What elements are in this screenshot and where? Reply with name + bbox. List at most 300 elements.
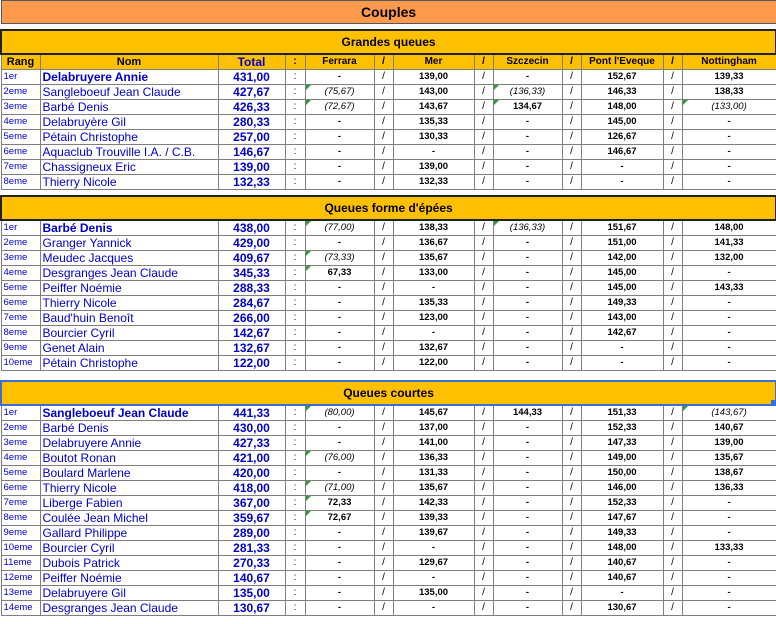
name-cell[interactable]: Bourcier Cyril bbox=[40, 326, 218, 341]
slash-cell[interactable]: / bbox=[663, 266, 682, 281]
rank-cell[interactable]: 10eme bbox=[1, 541, 40, 556]
separator-cell[interactable]: : bbox=[285, 556, 305, 571]
score-cell[interactable]: - bbox=[493, 341, 562, 356]
score-cell[interactable]: 138,67 bbox=[682, 466, 776, 481]
separator-cell[interactable]: : bbox=[285, 130, 305, 145]
slash-cell[interactable]: / bbox=[474, 130, 493, 145]
name-cell[interactable]: Pétain Christophe bbox=[40, 130, 218, 145]
slash-cell[interactable]: / bbox=[374, 85, 393, 100]
score-cell[interactable]: 136,33 bbox=[393, 451, 474, 466]
name-cell[interactable]: Thierry Nicole bbox=[40, 481, 218, 496]
score-cell[interactable]: - bbox=[493, 571, 562, 586]
slash-cell[interactable]: / bbox=[374, 541, 393, 556]
slash-cell[interactable]: / bbox=[663, 160, 682, 175]
rank-cell[interactable]: 4eme bbox=[1, 451, 40, 466]
score-cell[interactable]: 135,00 bbox=[393, 586, 474, 601]
slash-cell[interactable]: / bbox=[663, 341, 682, 356]
separator-cell[interactable]: : bbox=[285, 421, 305, 436]
rank-cell[interactable]: 5eme bbox=[1, 130, 40, 145]
score-cell[interactable]: - bbox=[305, 311, 374, 326]
slash-cell[interactable]: / bbox=[562, 356, 581, 371]
score-cell[interactable]: - bbox=[493, 236, 562, 251]
separator-cell[interactable]: : bbox=[285, 311, 305, 326]
score-cell[interactable]: (73,33) bbox=[305, 251, 374, 266]
total-cell[interactable]: 270,33 bbox=[218, 556, 285, 571]
score-cell[interactable]: 126,67 bbox=[581, 130, 663, 145]
score-cell[interactable]: 152,67 bbox=[581, 70, 663, 85]
score-cell[interactable]: - bbox=[305, 466, 374, 481]
score-cell[interactable]: 139,33 bbox=[682, 70, 776, 85]
score-cell[interactable]: 151,00 bbox=[581, 236, 663, 251]
total-cell[interactable]: 289,00 bbox=[218, 526, 285, 541]
slash-cell[interactable]: / bbox=[663, 281, 682, 296]
score-cell[interactable]: 67,33 bbox=[305, 266, 374, 281]
slash-cell[interactable]: / bbox=[562, 541, 581, 556]
separator-cell[interactable]: : bbox=[285, 341, 305, 356]
score-cell[interactable]: 151,67 bbox=[581, 220, 663, 236]
score-cell[interactable]: - bbox=[493, 511, 562, 526]
slash-cell[interactable]: / bbox=[562, 85, 581, 100]
score-cell[interactable]: 132,00 bbox=[682, 251, 776, 266]
slash-cell[interactable]: / bbox=[474, 405, 493, 421]
header-event-1[interactable]: Mer bbox=[393, 54, 474, 70]
rank-cell[interactable]: 6eme bbox=[1, 296, 40, 311]
total-cell[interactable]: 139,00 bbox=[218, 160, 285, 175]
score-cell[interactable]: 132,67 bbox=[393, 341, 474, 356]
score-cell[interactable]: 138,33 bbox=[393, 220, 474, 236]
slash-cell[interactable]: / bbox=[663, 296, 682, 311]
slash-cell[interactable]: / bbox=[663, 556, 682, 571]
name-cell[interactable]: Coulée Jean Michel bbox=[40, 511, 218, 526]
slash-cell[interactable]: / bbox=[474, 571, 493, 586]
score-cell[interactable]: 148,00 bbox=[682, 220, 776, 236]
rank-cell[interactable]: 3eme bbox=[1, 100, 40, 115]
total-cell[interactable]: 266,00 bbox=[218, 311, 285, 326]
score-cell[interactable]: - bbox=[682, 266, 776, 281]
separator-cell[interactable]: : bbox=[285, 436, 305, 451]
slash-cell[interactable]: / bbox=[474, 251, 493, 266]
rank-cell[interactable]: 8eme bbox=[1, 175, 40, 190]
slash-cell[interactable]: / bbox=[663, 526, 682, 541]
score-cell[interactable]: - bbox=[305, 115, 374, 130]
score-cell[interactable]: 136,67 bbox=[393, 236, 474, 251]
score-cell[interactable]: 135,67 bbox=[682, 451, 776, 466]
name-cell[interactable]: Peiffer Noémie bbox=[40, 571, 218, 586]
name-cell[interactable]: Granger Yannick bbox=[40, 236, 218, 251]
score-cell[interactable]: - bbox=[493, 356, 562, 371]
slash-cell[interactable]: / bbox=[663, 70, 682, 85]
slash-cell[interactable]: / bbox=[374, 251, 393, 266]
score-cell[interactable]: - bbox=[682, 311, 776, 326]
slash-cell[interactable]: / bbox=[474, 481, 493, 496]
score-cell[interactable]: - bbox=[305, 571, 374, 586]
score-cell[interactable]: (72,67) bbox=[305, 100, 374, 115]
score-cell[interactable]: - bbox=[393, 541, 474, 556]
slash-cell[interactable]: / bbox=[474, 70, 493, 85]
slash-cell[interactable]: / bbox=[474, 496, 493, 511]
slash-cell[interactable]: / bbox=[663, 145, 682, 160]
score-cell[interactable]: 146,00 bbox=[581, 481, 663, 496]
score-cell[interactable]: 131,33 bbox=[393, 466, 474, 481]
slash-cell[interactable]: / bbox=[474, 356, 493, 371]
total-cell[interactable]: 367,00 bbox=[218, 496, 285, 511]
score-cell[interactable]: (71,00) bbox=[305, 481, 374, 496]
score-cell[interactable]: 140,67 bbox=[581, 571, 663, 586]
section-title[interactable]: Queues forme d'épées bbox=[1, 196, 776, 220]
slash-cell[interactable]: / bbox=[474, 556, 493, 571]
score-cell[interactable]: - bbox=[305, 326, 374, 341]
separator-cell[interactable]: : bbox=[285, 586, 305, 601]
score-cell[interactable]: - bbox=[393, 145, 474, 160]
slash-cell[interactable]: / bbox=[663, 496, 682, 511]
slash-cell[interactable]: / bbox=[474, 451, 493, 466]
total-cell[interactable]: 409,67 bbox=[218, 251, 285, 266]
slash-cell[interactable]: / bbox=[663, 100, 682, 115]
slash-cell[interactable]: / bbox=[562, 220, 581, 236]
score-cell[interactable]: - bbox=[493, 326, 562, 341]
header-event-2[interactable]: Szczecin bbox=[493, 54, 562, 70]
slash-cell[interactable]: / bbox=[663, 511, 682, 526]
slash-cell[interactable]: / bbox=[474, 466, 493, 481]
section-title[interactable]: Grandes queues bbox=[1, 30, 776, 54]
total-cell[interactable]: 142,67 bbox=[218, 326, 285, 341]
rank-cell[interactable]: 4eme bbox=[1, 115, 40, 130]
total-cell[interactable]: 132,67 bbox=[218, 341, 285, 356]
rank-cell[interactable]: 9eme bbox=[1, 341, 40, 356]
slash-cell[interactable]: / bbox=[474, 436, 493, 451]
score-cell[interactable]: - bbox=[682, 130, 776, 145]
slash-cell[interactable]: / bbox=[562, 436, 581, 451]
name-cell[interactable]: Peiffer Noémie bbox=[40, 281, 218, 296]
total-cell[interactable]: 418,00 bbox=[218, 481, 285, 496]
slash-cell[interactable]: / bbox=[374, 236, 393, 251]
separator-cell[interactable]: : bbox=[285, 251, 305, 266]
slash-cell[interactable]: / bbox=[663, 466, 682, 481]
slash-cell[interactable]: / bbox=[562, 601, 581, 616]
score-cell[interactable]: - bbox=[305, 175, 374, 190]
score-cell[interactable]: 140,67 bbox=[581, 556, 663, 571]
slash-cell[interactable]: / bbox=[663, 421, 682, 436]
header-slash[interactable]: / bbox=[474, 54, 493, 70]
total-cell[interactable]: 284,67 bbox=[218, 296, 285, 311]
score-cell[interactable]: 147,33 bbox=[581, 436, 663, 451]
score-cell[interactable]: 144,33 bbox=[493, 405, 562, 421]
rank-cell[interactable]: 10eme bbox=[1, 356, 40, 371]
score-cell[interactable]: (133,00) bbox=[682, 100, 776, 115]
rank-cell[interactable]: 3eme bbox=[1, 251, 40, 266]
slash-cell[interactable]: / bbox=[474, 541, 493, 556]
score-cell[interactable]: - bbox=[682, 160, 776, 175]
score-cell[interactable]: 140,67 bbox=[682, 421, 776, 436]
score-cell[interactable]: - bbox=[305, 130, 374, 145]
score-cell[interactable]: - bbox=[493, 601, 562, 616]
slash-cell[interactable]: / bbox=[374, 436, 393, 451]
slash-cell[interactable]: / bbox=[474, 236, 493, 251]
total-cell[interactable]: 420,00 bbox=[218, 466, 285, 481]
separator-cell[interactable]: : bbox=[285, 145, 305, 160]
name-cell[interactable]: Chassigneux Eric bbox=[40, 160, 218, 175]
slash-cell[interactable]: / bbox=[562, 556, 581, 571]
score-cell[interactable]: 133,00 bbox=[393, 266, 474, 281]
slash-cell[interactable]: / bbox=[374, 421, 393, 436]
total-cell[interactable]: 441,33 bbox=[218, 405, 285, 421]
slash-cell[interactable]: / bbox=[663, 451, 682, 466]
rank-cell[interactable]: 6eme bbox=[1, 481, 40, 496]
total-cell[interactable]: 280,33 bbox=[218, 115, 285, 130]
score-cell[interactable]: 72,67 bbox=[305, 511, 374, 526]
rank-cell[interactable]: 5eme bbox=[1, 281, 40, 296]
name-cell[interactable]: Thierry Nicole bbox=[40, 296, 218, 311]
slash-cell[interactable]: / bbox=[474, 115, 493, 130]
slash-cell[interactable]: / bbox=[562, 326, 581, 341]
slash-cell[interactable]: / bbox=[374, 115, 393, 130]
rank-cell[interactable]: 7eme bbox=[1, 311, 40, 326]
slash-cell[interactable]: / bbox=[374, 130, 393, 145]
score-cell[interactable]: - bbox=[581, 160, 663, 175]
name-cell[interactable]: Delabruyère Gil bbox=[40, 115, 218, 130]
separator-cell[interactable]: : bbox=[285, 466, 305, 481]
score-cell[interactable]: 145,00 bbox=[581, 266, 663, 281]
score-cell[interactable]: 132,33 bbox=[393, 175, 474, 190]
name-cell[interactable]: Pétain Christophe bbox=[40, 356, 218, 371]
score-cell[interactable]: - bbox=[581, 175, 663, 190]
score-cell[interactable]: 145,67 bbox=[393, 405, 474, 421]
score-cell[interactable]: 146,67 bbox=[581, 145, 663, 160]
rank-cell[interactable]: 3eme bbox=[1, 436, 40, 451]
score-cell[interactable]: 148,00 bbox=[581, 541, 663, 556]
slash-cell[interactable]: / bbox=[374, 296, 393, 311]
total-cell[interactable]: 421,00 bbox=[218, 451, 285, 466]
score-cell[interactable]: 142,33 bbox=[393, 496, 474, 511]
score-cell[interactable]: 130,33 bbox=[393, 130, 474, 145]
score-cell[interactable]: - bbox=[305, 70, 374, 85]
score-cell[interactable]: - bbox=[493, 541, 562, 556]
total-cell[interactable]: 430,00 bbox=[218, 421, 285, 436]
sheet-title[interactable]: Couples bbox=[1, 1, 776, 24]
slash-cell[interactable]: / bbox=[374, 556, 393, 571]
slash-cell[interactable]: / bbox=[374, 160, 393, 175]
header-event-4[interactable]: Nottingham bbox=[682, 54, 776, 70]
score-cell[interactable]: 136,33 bbox=[682, 481, 776, 496]
slash-cell[interactable]: / bbox=[374, 466, 393, 481]
slash-cell[interactable]: / bbox=[374, 145, 393, 160]
separator-cell[interactable]: : bbox=[285, 326, 305, 341]
score-cell[interactable]: - bbox=[682, 586, 776, 601]
score-cell[interactable]: - bbox=[305, 341, 374, 356]
slash-cell[interactable]: / bbox=[474, 85, 493, 100]
score-cell[interactable]: 143,00 bbox=[393, 85, 474, 100]
score-cell[interactable]: - bbox=[305, 160, 374, 175]
score-cell[interactable]: - bbox=[493, 451, 562, 466]
name-cell[interactable]: Thierry Nicole bbox=[40, 175, 218, 190]
name-cell[interactable]: Sangleboeuf Jean Claude bbox=[40, 85, 218, 100]
slash-cell[interactable]: / bbox=[562, 481, 581, 496]
score-cell[interactable]: - bbox=[493, 115, 562, 130]
name-cell[interactable]: Desgranges Jean Claude bbox=[40, 601, 218, 616]
rank-cell[interactable]: 11eme bbox=[1, 556, 40, 571]
slash-cell[interactable]: / bbox=[663, 356, 682, 371]
slash-cell[interactable]: / bbox=[663, 130, 682, 145]
slash-cell[interactable]: / bbox=[562, 70, 581, 85]
slash-cell[interactable]: / bbox=[474, 601, 493, 616]
slash-cell[interactable]: / bbox=[374, 571, 393, 586]
score-cell[interactable]: 130,67 bbox=[581, 601, 663, 616]
name-cell[interactable]: Delabruyere Gil bbox=[40, 586, 218, 601]
slash-cell[interactable]: / bbox=[474, 326, 493, 341]
slash-cell[interactable]: / bbox=[562, 266, 581, 281]
separator-cell[interactable]: : bbox=[285, 115, 305, 130]
name-cell[interactable]: Barbé Denis bbox=[40, 100, 218, 115]
score-cell[interactable]: - bbox=[393, 571, 474, 586]
score-cell[interactable]: 146,33 bbox=[581, 85, 663, 100]
score-cell[interactable]: 135,67 bbox=[393, 481, 474, 496]
score-cell[interactable]: - bbox=[493, 436, 562, 451]
score-cell[interactable]: - bbox=[305, 236, 374, 251]
score-cell[interactable]: 147,67 bbox=[581, 511, 663, 526]
slash-cell[interactable]: / bbox=[562, 251, 581, 266]
slash-cell[interactable]: / bbox=[562, 100, 581, 115]
total-cell[interactable]: 427,33 bbox=[218, 436, 285, 451]
total-cell[interactable]: 438,00 bbox=[218, 220, 285, 236]
slash-cell[interactable]: / bbox=[663, 311, 682, 326]
score-cell[interactable]: - bbox=[305, 526, 374, 541]
slash-cell[interactable]: / bbox=[663, 541, 682, 556]
score-cell[interactable]: - bbox=[493, 311, 562, 326]
slash-cell[interactable]: / bbox=[562, 296, 581, 311]
score-cell[interactable]: - bbox=[493, 296, 562, 311]
score-cell[interactable]: - bbox=[393, 281, 474, 296]
separator-cell[interactable]: : bbox=[285, 481, 305, 496]
slash-cell[interactable]: / bbox=[474, 421, 493, 436]
slash-cell[interactable]: / bbox=[562, 115, 581, 130]
score-cell[interactable]: 134,67 bbox=[493, 100, 562, 115]
rank-cell[interactable]: 2eme bbox=[1, 421, 40, 436]
separator-cell[interactable]: : bbox=[285, 236, 305, 251]
score-cell[interactable]: 151,33 bbox=[581, 405, 663, 421]
score-cell[interactable]: - bbox=[682, 526, 776, 541]
slash-cell[interactable]: / bbox=[374, 100, 393, 115]
name-cell[interactable]: Liberge Fabien bbox=[40, 496, 218, 511]
separator-cell[interactable]: : bbox=[285, 70, 305, 85]
slash-cell[interactable]: / bbox=[663, 85, 682, 100]
total-cell[interactable]: 426,33 bbox=[218, 100, 285, 115]
separator-cell[interactable]: : bbox=[285, 220, 305, 236]
header-rang[interactable]: Rang bbox=[1, 54, 40, 70]
total-cell[interactable]: 345,33 bbox=[218, 266, 285, 281]
score-cell[interactable]: - bbox=[682, 326, 776, 341]
slash-cell[interactable]: / bbox=[663, 115, 682, 130]
score-cell[interactable]: 122,00 bbox=[393, 356, 474, 371]
name-cell[interactable]: Bourcier Cyril bbox=[40, 541, 218, 556]
score-cell[interactable]: (136,33) bbox=[493, 220, 562, 236]
separator-cell[interactable]: : bbox=[285, 85, 305, 100]
name-cell[interactable]: Baud'huin Benoît bbox=[40, 311, 218, 326]
separator-cell[interactable]: : bbox=[285, 526, 305, 541]
name-cell[interactable]: Barbé Denis bbox=[40, 220, 218, 236]
slash-cell[interactable]: / bbox=[474, 266, 493, 281]
score-cell[interactable]: - bbox=[305, 356, 374, 371]
header-slash[interactable]: / bbox=[374, 54, 393, 70]
score-cell[interactable]: - bbox=[305, 601, 374, 616]
score-cell[interactable]: 129,67 bbox=[393, 556, 474, 571]
total-cell[interactable]: 427,67 bbox=[218, 85, 285, 100]
rank-cell[interactable]: 2eme bbox=[1, 85, 40, 100]
name-cell[interactable]: Desgranges Jean Claude bbox=[40, 266, 218, 281]
score-cell[interactable]: - bbox=[305, 296, 374, 311]
score-cell[interactable]: - bbox=[682, 175, 776, 190]
score-cell[interactable]: (75,67) bbox=[305, 85, 374, 100]
separator-cell[interactable]: : bbox=[285, 356, 305, 371]
score-cell[interactable]: 152,33 bbox=[581, 421, 663, 436]
slash-cell[interactable]: / bbox=[474, 145, 493, 160]
score-cell[interactable]: - bbox=[682, 356, 776, 371]
rank-cell[interactable]: 1er bbox=[1, 220, 40, 236]
score-cell[interactable]: 142,67 bbox=[581, 326, 663, 341]
header-nom[interactable]: Nom bbox=[40, 54, 218, 70]
slash-cell[interactable]: / bbox=[663, 405, 682, 421]
score-cell[interactable]: 139,33 bbox=[393, 511, 474, 526]
rank-cell[interactable]: 6eme bbox=[1, 145, 40, 160]
score-cell[interactable]: - bbox=[581, 356, 663, 371]
slash-cell[interactable]: / bbox=[562, 405, 581, 421]
separator-cell[interactable]: : bbox=[285, 296, 305, 311]
slash-cell[interactable]: / bbox=[374, 496, 393, 511]
slash-cell[interactable]: / bbox=[374, 326, 393, 341]
slash-cell[interactable]: / bbox=[374, 175, 393, 190]
total-cell[interactable]: 135,00 bbox=[218, 586, 285, 601]
score-cell[interactable]: 135,33 bbox=[393, 115, 474, 130]
name-cell[interactable]: Meudec Jacques bbox=[40, 251, 218, 266]
score-cell[interactable]: - bbox=[305, 541, 374, 556]
slash-cell[interactable]: / bbox=[663, 236, 682, 251]
score-cell[interactable]: - bbox=[493, 266, 562, 281]
separator-cell[interactable]: : bbox=[285, 451, 305, 466]
rank-cell[interactable]: 7eme bbox=[1, 160, 40, 175]
score-cell[interactable]: (80,00) bbox=[305, 405, 374, 421]
name-cell[interactable]: Boulard Marlene bbox=[40, 466, 218, 481]
slash-cell[interactable]: / bbox=[562, 281, 581, 296]
slash-cell[interactable]: / bbox=[374, 311, 393, 326]
score-cell[interactable]: - bbox=[493, 175, 562, 190]
score-cell[interactable]: (77,00) bbox=[305, 220, 374, 236]
score-cell[interactable]: - bbox=[682, 296, 776, 311]
score-cell[interactable]: 143,33 bbox=[682, 281, 776, 296]
score-cell[interactable]: - bbox=[682, 115, 776, 130]
slash-cell[interactable]: / bbox=[474, 281, 493, 296]
total-cell[interactable]: 431,00 bbox=[218, 70, 285, 85]
rank-cell[interactable]: 5eme bbox=[1, 466, 40, 481]
rank-cell[interactable]: 14eme bbox=[1, 601, 40, 616]
score-cell[interactable]: - bbox=[493, 556, 562, 571]
separator-cell[interactable]: : bbox=[285, 100, 305, 115]
score-cell[interactable]: 139,00 bbox=[682, 436, 776, 451]
score-cell[interactable]: 149,00 bbox=[581, 451, 663, 466]
name-cell[interactable]: Delabruyere Annie bbox=[40, 436, 218, 451]
slash-cell[interactable]: / bbox=[374, 481, 393, 496]
slash-cell[interactable]: / bbox=[562, 586, 581, 601]
score-cell[interactable]: (136,33) bbox=[493, 85, 562, 100]
score-cell[interactable]: 133,33 bbox=[682, 541, 776, 556]
slash-cell[interactable]: / bbox=[374, 281, 393, 296]
slash-cell[interactable]: / bbox=[374, 451, 393, 466]
score-cell[interactable]: 145,00 bbox=[581, 115, 663, 130]
total-cell[interactable]: 122,00 bbox=[218, 356, 285, 371]
score-cell[interactable]: 123,00 bbox=[393, 311, 474, 326]
score-cell[interactable]: - bbox=[305, 586, 374, 601]
rank-cell[interactable]: 4eme bbox=[1, 266, 40, 281]
total-cell[interactable]: 257,00 bbox=[218, 130, 285, 145]
total-cell[interactable]: 359,67 bbox=[218, 511, 285, 526]
